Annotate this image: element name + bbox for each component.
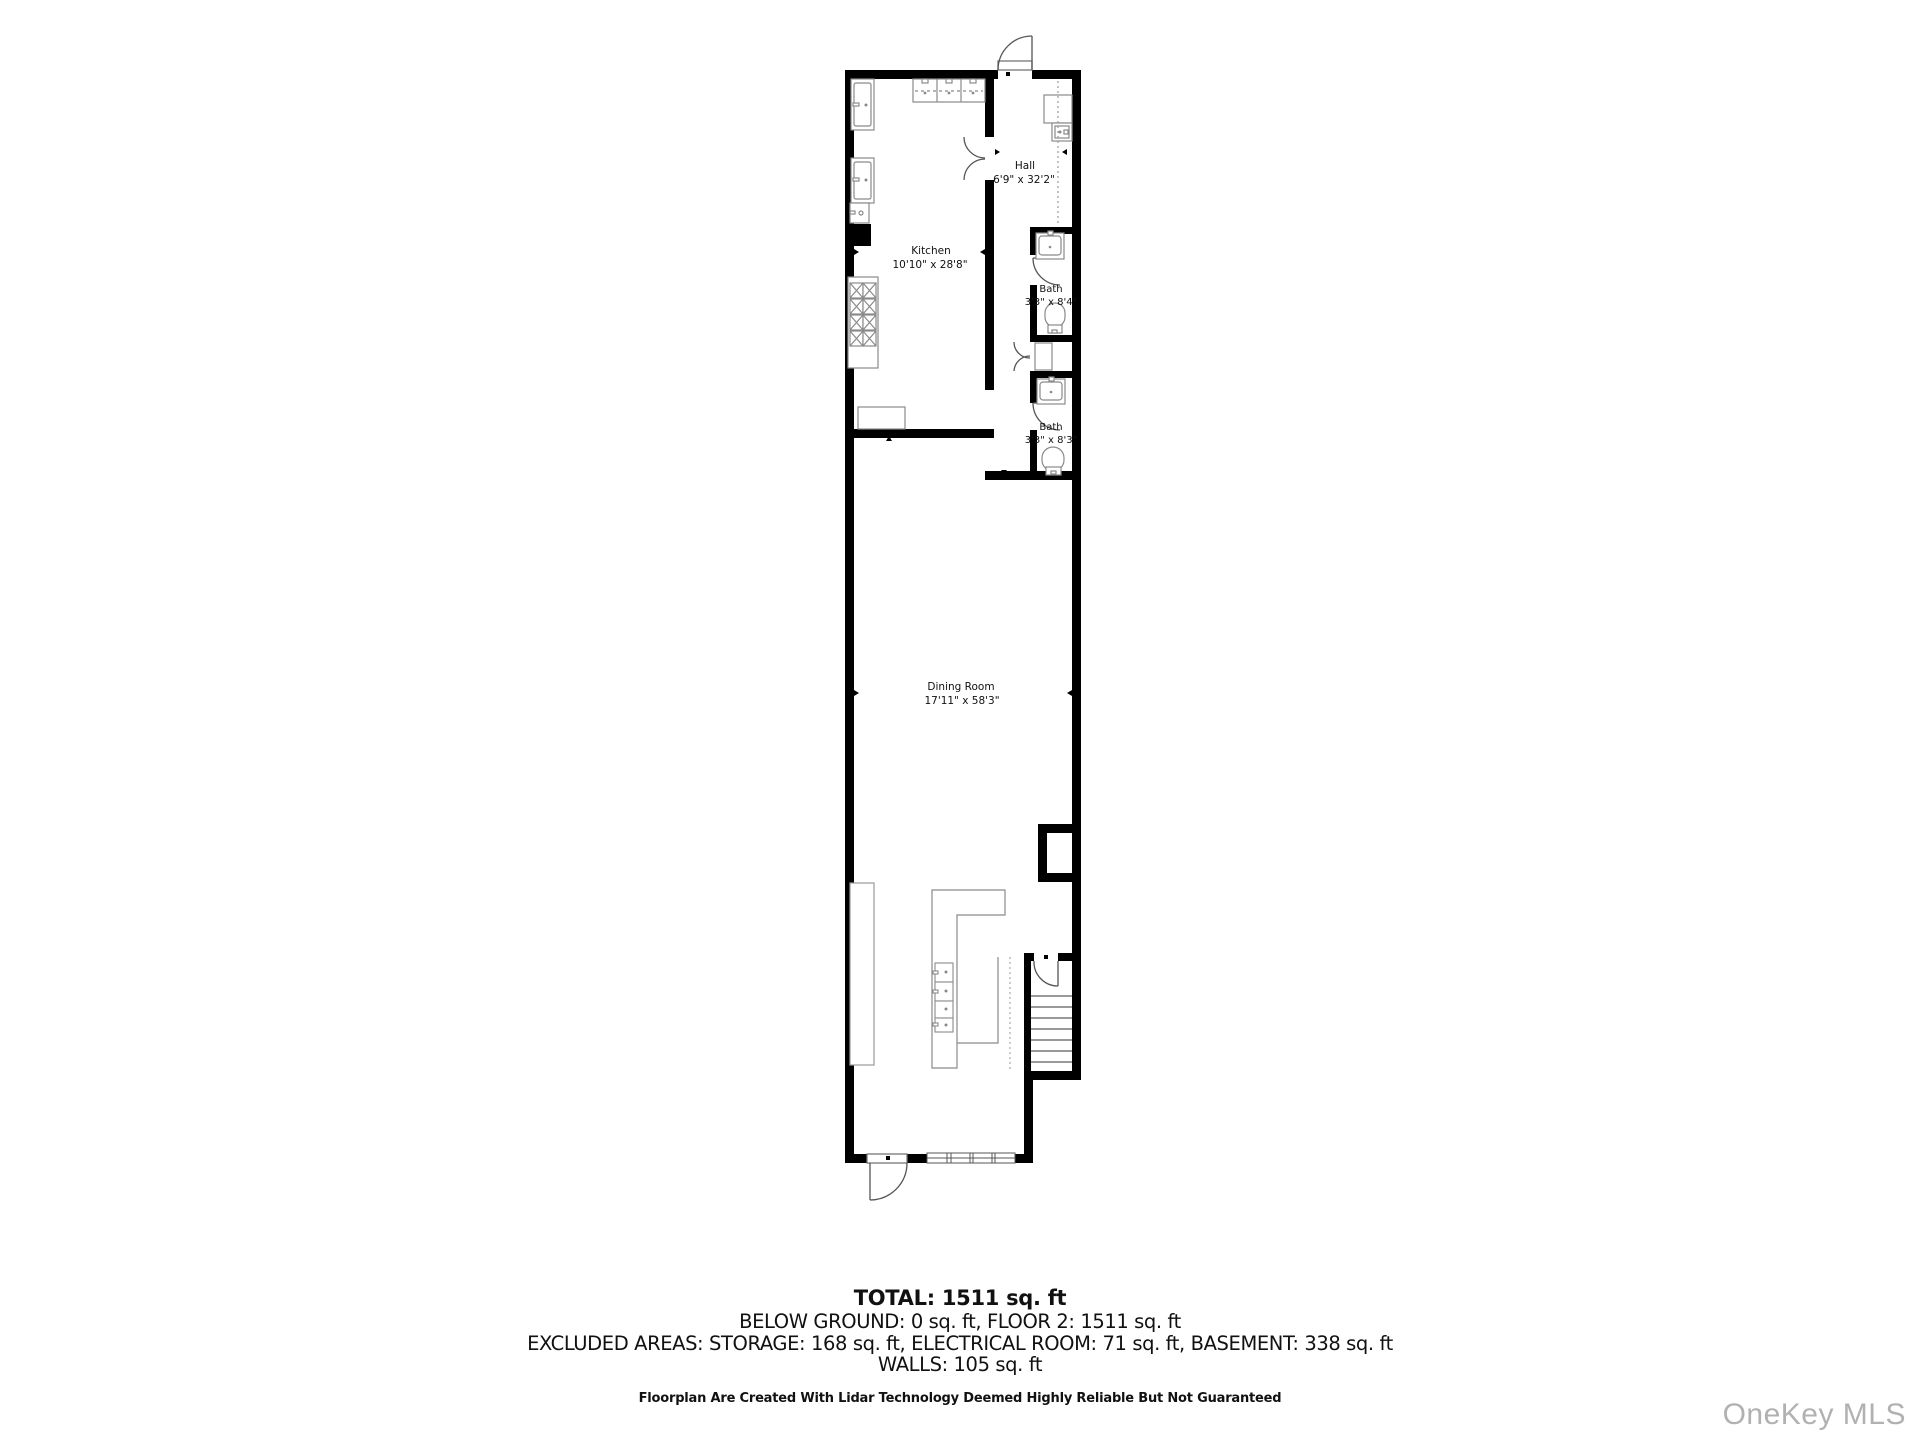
hall-fixtures — [1044, 81, 1072, 226]
staircase — [1031, 996, 1072, 1062]
onekey-mls-watermark: OneKey MLS — [1722, 1398, 1906, 1431]
range-stove — [848, 277, 878, 368]
entry-door-top — [998, 36, 1032, 76]
bath1-dims: 3'3" x 8'4" — [1024, 297, 1078, 308]
bath1-sink — [1036, 231, 1064, 259]
hall-dims: 6'9" x 32'2" — [993, 174, 1055, 186]
bath1-door — [1033, 258, 1060, 285]
dining-dims: 17'11" x 58'3" — [924, 695, 1000, 707]
hall-counter — [1044, 95, 1072, 123]
dining-features — [850, 883, 1072, 1072]
wall-kitchen-hall-divider-top — [985, 70, 994, 137]
hall-label: Hall — [1014, 160, 1036, 172]
wall-shaft-bottom — [1038, 873, 1072, 882]
walls-area-text: WALLS: 105 sq. ft — [877, 1353, 1043, 1376]
bath2-toilet — [1042, 447, 1064, 475]
wall-stair-left — [1024, 953, 1031, 1071]
stair-door — [1034, 955, 1058, 986]
bath2-dims: 3'3" x 8'3" — [1024, 435, 1078, 446]
kitchen-prep-table — [858, 407, 905, 429]
wall-right-lower — [1024, 1080, 1033, 1163]
sink-unit-small — [850, 203, 869, 223]
wall-bottom-a — [845, 1154, 867, 1163]
total-area-text: TOTAL: 1511 sq. ft — [853, 1286, 1067, 1310]
wall-bath2-left-a — [1030, 378, 1037, 403]
exit-door-bottom — [867, 1154, 907, 1200]
hall-sink-unit — [1052, 123, 1072, 141]
disclaimer-text: Floorplan Are Created With Lidar Technology Deemed Highly Reliable But Not Guaranteed — [638, 1390, 1282, 1406]
wall-kitchen-hall-divider-mid — [985, 180, 994, 390]
wall-stair-top-b — [1058, 953, 1072, 961]
refrigerator-unit-2 — [851, 158, 874, 203]
bath1-fixtures — [1036, 231, 1065, 333]
bath2-label: Bath — [1039, 422, 1063, 433]
bath2-sink — [1037, 377, 1065, 404]
wall-bottom-b — [907, 1154, 927, 1163]
floors-area-text: BELOW GROUND: 0 sq. ft, FLOOR 2: 1511 sq. ft — [739, 1310, 1181, 1333]
kitchen-counter-sinks — [913, 79, 985, 102]
refrigerator-unit-1 — [851, 79, 874, 130]
wall-right-upper — [1072, 70, 1081, 1080]
wall-bottom-c — [1015, 1154, 1033, 1163]
kitchen-dims: 10'10" x 28'8" — [892, 259, 968, 271]
kitchen-label: Kitchen — [911, 245, 951, 257]
kitchen-double-door — [964, 137, 985, 180]
wall-top-left — [845, 70, 998, 79]
closet-shelf — [1035, 343, 1052, 370]
area-summary — [0, 1286, 1920, 1406]
banquette-bench — [850, 883, 874, 1065]
wall-bath1-left-b — [1030, 285, 1037, 335]
windows-bottom — [927, 1153, 1015, 1163]
closet-double-door — [1014, 342, 1030, 371]
bar-equipment-units — [933, 963, 953, 1032]
wall-stair-step — [1024, 1071, 1081, 1080]
excluded-areas-text: EXCLUDED AREAS: STORAGE: 168 sq. ft, ELECTRICAL ROOM: 71 sq. ft, BASEMENT: 338 sq. ft — [527, 1331, 1393, 1355]
doors — [867, 36, 1063, 1200]
bar-counter-return — [957, 957, 998, 1043]
bath1-label: Bath — [1039, 284, 1063, 295]
wall-kitchen-bottom — [845, 429, 994, 438]
wall-bath1-bottom — [1030, 335, 1072, 342]
kitchen-chimney-block — [846, 224, 871, 246]
dining-label: Dining Room — [927, 681, 995, 693]
